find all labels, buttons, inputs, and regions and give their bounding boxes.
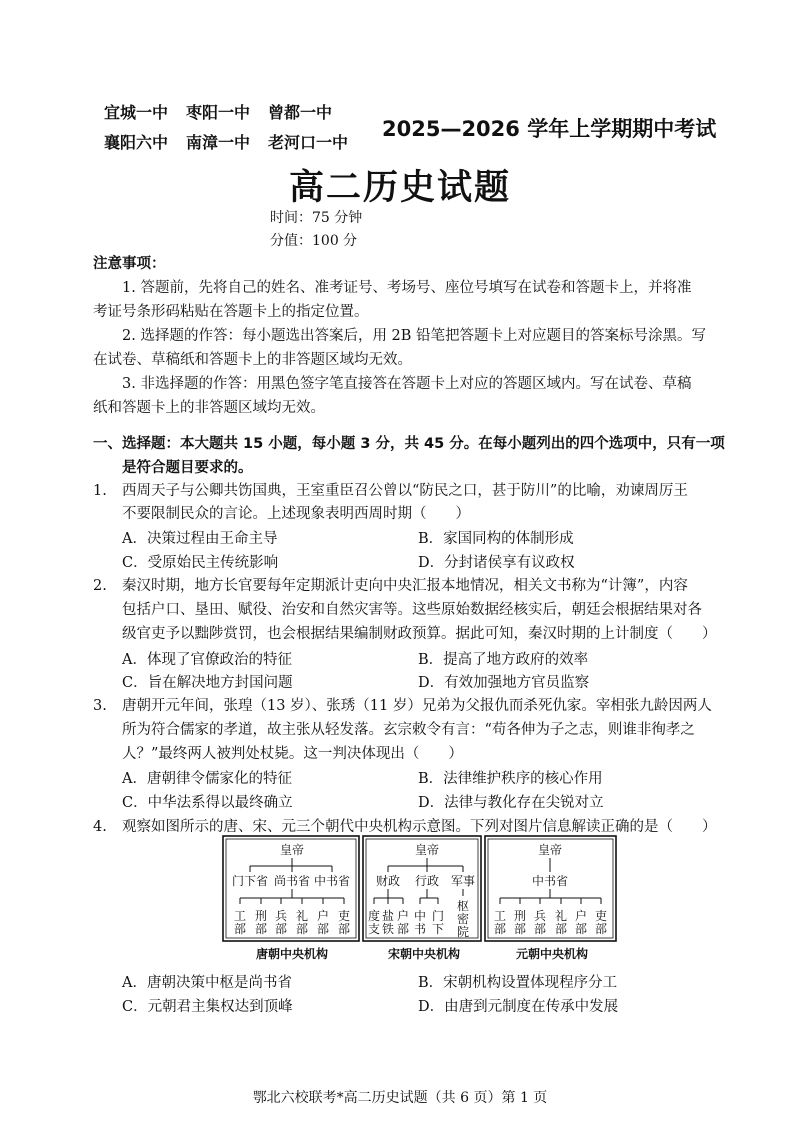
question-number: 3. — [93, 698, 107, 714]
school-name: 襄阳六中 — [104, 133, 169, 152]
page-footer: 鄂北六校联考*高二历史试题（共 6 页）第 1 页 — [252, 1090, 548, 1106]
answer-option: C．中华法系得以最终确立 — [122, 795, 293, 811]
yuan-ministry: 礼部 — [554, 909, 568, 936]
page-title: 高二历史试题 — [288, 168, 511, 208]
question-number: 2. — [93, 578, 107, 594]
tang-ministry: 工部 — [233, 909, 247, 936]
school-name: 枣阳一中 — [186, 103, 251, 122]
yuan-ministry: 刑部 — [513, 909, 527, 936]
song-office: 度支 — [367, 909, 381, 936]
question-number: 4. — [93, 819, 107, 835]
answer-option: D．法律与教化存在尖锐对立 — [418, 795, 604, 811]
section-heading: 一、选择题：本大题共 15 小题，每小题 3 分，共 45 分。在每小题列出的四个选项中，只有一项 — [93, 436, 725, 452]
question-text: 级官吏予以黜陟赏罚，也会根据结果编制财政预算。据此可知，秦汉时期的上计制度（ ） — [122, 626, 717, 642]
song-office: 户部 — [396, 909, 410, 936]
song-finance: 财政 — [375, 874, 401, 888]
answer-option: B．提高了地方政府的效率 — [418, 652, 589, 668]
tang-ministry: 兵部 — [274, 909, 288, 936]
notes-line: 3. 非选择题的作答：用黑色签字笔直接答在答题卡上对应的答题区域内。写在试卷、草稿 — [122, 376, 692, 392]
yuan-emperor: 皇帝 — [537, 843, 563, 857]
tang-shangshu: 尚书省 — [273, 874, 311, 888]
answer-option: C．受原始民主传统影响 — [122, 555, 279, 571]
yuan-ministry: 户部 — [574, 909, 588, 936]
question-text: 唐朝开元年间，张瑝（13 岁）、张琇（11 岁）兄弟为父报仇而杀死仇家。宰相张九龄因两人 — [122, 698, 712, 714]
question-text: 不要限制民众的言论。上述现象表明西周时期（ ） — [122, 506, 470, 522]
song-office: 门下 — [431, 909, 445, 936]
yuan-ministry: 工部 — [493, 909, 507, 936]
answer-option: B．家国同构的体制形成 — [418, 531, 574, 547]
question-text: 秦汉时期，地方长官要每年定期派计吏向中央汇报本地情况，相关文书称为“计簿”，内容 — [122, 578, 688, 594]
tang-menxia: 门下省 — [231, 874, 269, 888]
answer-option: D．有效加强地方官员监察 — [418, 675, 590, 691]
song-office: 中书 — [413, 909, 427, 936]
notes-title: 注意事项： — [93, 256, 166, 272]
exam-title: 2025—2026 学年上学期期中考试 — [382, 117, 717, 141]
tang-ministry: 吏部 — [337, 909, 351, 936]
song-shumiyuan: 枢密院 — [456, 899, 470, 939]
notes-line: 在试卷、草稿纸和答题卡上的非答题区域均无效。 — [93, 352, 412, 368]
answer-option: A．决策过程由王命主导 — [122, 531, 278, 547]
tang-panel — [223, 836, 359, 961]
question-text: 包括户口、垦田、赋役、治安和自然灾害等。这些原始数据经核实后，朝廷会根据结果对各 — [122, 602, 702, 618]
tang-ministry: 礼部 — [295, 909, 309, 936]
school-row-1 — [104, 98, 366, 128]
song-office: 盐铁 — [381, 909, 395, 936]
answer-option: D．分封诸侯享有议政权 — [418, 555, 575, 571]
question-number: 1. — [93, 483, 107, 499]
central-institutions-diagram — [220, 834, 620, 964]
notes-line: 考证号条形码粘贴在答题卡上的指定位置。 — [93, 304, 369, 320]
yuan-ministry: 吏部 — [594, 909, 608, 936]
notes-line: 纸和答题卡上的非答题区域均无效。 — [93, 400, 325, 416]
question-text: 观察如图所示的唐、宋、元三个朝代中央机构示意图。下列对图片信息解读正确的是（ ） — [122, 819, 717, 835]
notes-line: 1. 答题前，先将自己的姓名、准考证号、考场号、座位号填写在试卷和答题卡上，并将准 — [122, 280, 692, 296]
school-name: 宜城一中 — [104, 103, 169, 122]
answer-option: A．体现了官僚政治的特征 — [122, 652, 292, 668]
school-list — [104, 98, 366, 158]
answer-option: B．法律维护秩序的核心作用 — [418, 771, 603, 787]
answer-option: B．宋朝机构设置体现程序分工 — [418, 975, 618, 991]
song-emperor: 皇帝 — [414, 843, 440, 857]
question-text: 西周天子与公卿共饬国典，王室重臣召公曾以“防民之口，甚于防川”的比喻，劝谏周厉王 — [122, 483, 688, 499]
answer-option: C．旨在解决地方封国问题 — [122, 675, 293, 691]
answer-option: C．元朝君主集权达到顶峰 — [122, 999, 293, 1015]
answer-option: D．由唐到元制度在传承中发展 — [418, 999, 619, 1015]
tang-ministry: 刑部 — [254, 909, 268, 936]
yuan-caption: 元朝中央机构 — [515, 947, 589, 961]
school-name: 南漳一中 — [186, 133, 251, 152]
answer-option: A．唐朝律令儒家化的特征 — [122, 771, 292, 787]
section-heading: 是符合题目要求的。 — [122, 460, 253, 476]
question-text: 人？”最终两人被判处杖毙。这一判决体现出（ ） — [122, 746, 463, 762]
school-name: 曾都一中 — [268, 103, 333, 122]
exam-time: 时间：75 分钟 — [270, 210, 363, 226]
tang-caption: 唐朝中央机构 — [255, 947, 329, 961]
yuan-panel — [485, 836, 616, 961]
yuan-zhongshu: 中书省 — [531, 874, 569, 888]
tang-zhongshu: 中书省 — [313, 874, 351, 888]
exam-score: 分值：100 分 — [270, 233, 358, 249]
notes-line: 2. 选择题的作答：每小题选出答案后，用 2B 铅笔把答题卡上对应题目的答案标号涂黑。写 — [122, 328, 707, 344]
song-panel — [363, 836, 481, 961]
answer-option: A．唐朝决策中枢是尚书省 — [122, 975, 292, 991]
song-military: 军事 — [450, 874, 476, 888]
yuan-ministry: 兵部 — [533, 909, 547, 936]
song-caption: 宋朝中央机构 — [387, 947, 461, 961]
tang-emperor: 皇帝 — [279, 843, 305, 857]
tang-ministry: 户部 — [316, 909, 330, 936]
school-name: 老河口一中 — [268, 133, 349, 152]
song-administration: 行政 — [414, 874, 440, 888]
question-text: 所为符合儒家的孝道，故主张从轻发落。玄宗敕令有言：“苟各伸为子之志，则谁非徇孝之 — [122, 722, 695, 738]
school-row-2 — [104, 128, 366, 158]
